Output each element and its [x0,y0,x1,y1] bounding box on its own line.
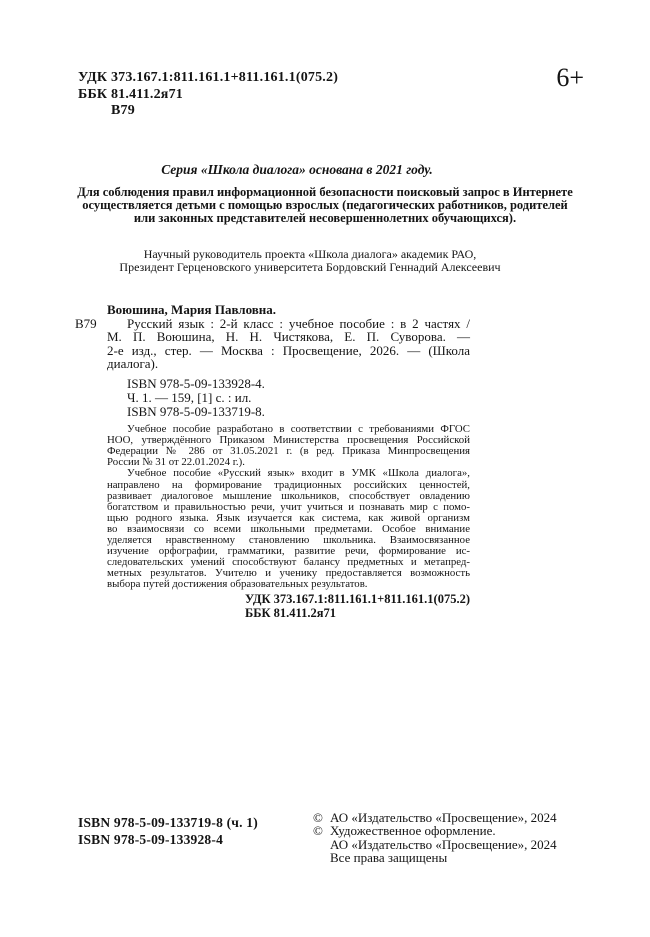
copyright-line [313,838,557,851]
classification-footer [107,592,470,621]
isbn-block [107,377,470,420]
safety-notice-line: или законных представителей несовершеннолетних обучающихся). [133,211,517,225]
catalog-entry-line: Русский язык : 2-й класс : учебное пособие : в 2 частях / [127,315,470,331]
annotation-paragraph-1 [107,424,470,468]
annotation-line: следовательских умений способствуют балансу предметных и метапред- [107,556,470,569]
copyright-text: АО «Издательство «Просвещение», 2024 [330,836,557,852]
safety-notice-line: Для соблюдения правил информационной безопасности поисковый запрос в Интернете [77,185,573,199]
safety-notice-line: осуществляется детьми с помощью взрослых (педагогических работников, родителей [82,198,568,212]
annotation-line: направлено на формирование традиционных российских ценностей, [107,478,470,491]
copyright-block [313,811,557,865]
safety-notice [40,186,610,225]
series-note: Серия «Школа диалога» основана в 2021 году. [161,162,433,177]
copyright-text: Художественное оформление. [330,823,496,839]
annotation-line: изучение орфографии, грамматики, развитие речи, формирование ис- [107,545,470,558]
udk-line: УДК 373.167.1:811.161.1+811.161.1(075.2) [78,70,339,85]
annotation-line: щью родного языка. Язык изучается как система, как живой организм [107,511,470,524]
annotation-line: во взаимосвязи со всеми школьными предметами. Особое внимание [107,522,470,535]
annotation-line: богатством и правильностью речи, учит учиться и познавать мир с помо- [107,500,470,513]
annotation-line: России № 31 от 22.01.2024 г.). [107,456,245,469]
isbn-line: ISBN 978-5-09-133928-4. [127,375,265,391]
imprint-isbn-line: ISBN 978-5-09-133928-4 [78,832,224,847]
copyright-text: Все права защищены [330,850,448,866]
annotation-line: Федерации № 286 от 31.05.2021 г. (в ред. Приказа Минпросвещения [107,445,470,458]
supervisor-note-line: Научный руководитель проекта «Школа диалога» академик РАО, [143,247,477,261]
author-heading: Воюшина, Мария Павловна. [107,302,277,317]
copyright-symbol: © [313,823,323,839]
imprint-isbn-block [78,814,258,848]
catalog-author-sign: В79 [75,315,97,331]
annotation-line: метных результатов. Учителю и ученику предоставляется возможность [107,567,470,580]
copyright-symbol [313,838,330,851]
catalog-entry-line: 2-е изд., стер. — Москва : Просвещение, 2026. — (Школа [107,342,470,358]
udk-footer-line: УДК 373.167.1:811.161.1+811.161.1(075.2) [244,591,470,606]
annotation-paragraph-2 [107,468,470,590]
supervisor-note-line: Президент Герценовского университета Бордовский Геннадий Алексеевич [119,260,501,274]
volume-line: Ч. 1. — 159, [1] с. : ил. [127,389,252,405]
annotation-line: развивает диалоговое мышление школьников, способствует овладению [107,489,470,502]
catalog-entry-line: М. П. Воюшина, Н. Н. Чистякова, Е. П. Суворова. — [107,329,470,344]
annotation-line: НОО, утверждённого Приказом Министерства просвещения Российской [107,434,470,447]
author-sign: В79 [111,103,135,118]
copyright-symbol: © [313,810,323,825]
copyright-text: АО «Издательство «Просвещение», 2024 [330,810,557,825]
imprint-isbn-line: ISBN 978-5-09-133719-8 (ч. 1) [78,815,258,830]
copyright-symbol [313,851,330,864]
isbn-line: ISBN 978-5-09-133719-8. [127,403,265,419]
annotation-line: Учебное пособие разработано в соответствии с требованиями ФГОС [127,423,470,436]
copyright-line [313,851,557,864]
copyright-line [313,824,557,837]
annotation-line: уделяется нравственному становлению школьника. Взаимосвязанное [107,534,470,547]
catalog-card [75,302,470,621]
classification-block [78,70,338,120]
bbk-line: ББК 81.411.2я71 [78,86,183,102]
copyright-line [313,811,557,824]
annotation-line: выбора путей достижения образовательных результатов. [107,578,368,591]
annotation-line: Учебное пособие «Русский язык» входит в УМК «Школа диалога», [127,467,470,480]
bbk-footer-line: ББК 81.411.2я71 [244,606,336,621]
supervisor-note [20,248,600,274]
age-rating-badge: 6+ [556,63,584,92]
catalog-entry-line: диалога). [107,356,159,371]
